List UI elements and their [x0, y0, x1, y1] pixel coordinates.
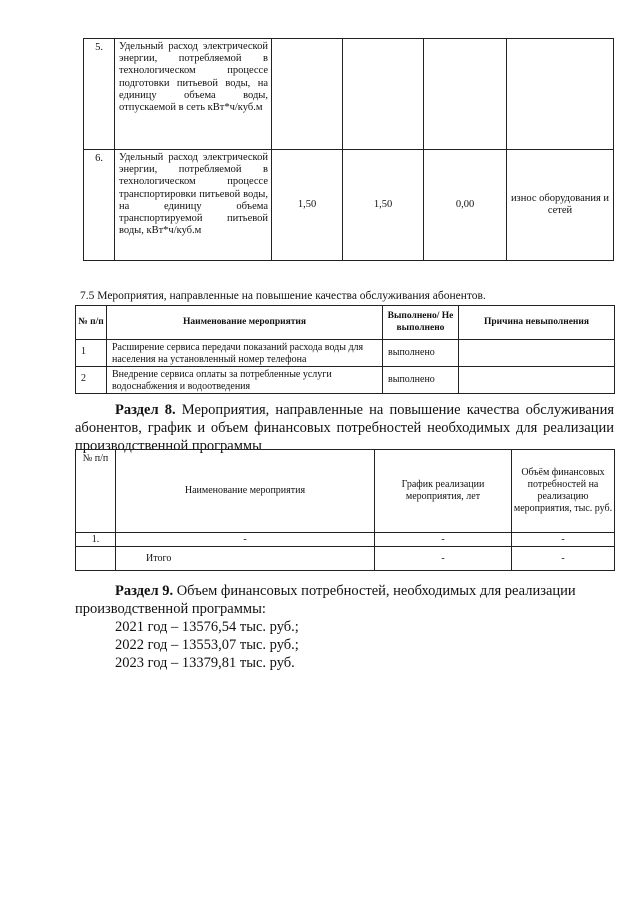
measure-reason [459, 340, 615, 367]
header-schedule: График реализации мероприятия, лет [375, 450, 512, 533]
measure-name: Внедрение сервиса оплаты за потребленные услуги водоснабжения и водоотведения [107, 367, 383, 394]
table-row [76, 340, 615, 367]
measure-status: выполнено [383, 367, 459, 394]
indicator-reason [507, 39, 614, 150]
indicator-value [343, 39, 424, 150]
total-empty-cell [76, 547, 116, 571]
indicator-deviation: 0,00 [424, 150, 507, 261]
service-measures-table [75, 305, 615, 394]
table-row [76, 367, 615, 394]
row-number: 5. [84, 39, 115, 150]
year-2021-amount: 2021 год – 13576,54 тыс. руб.; [115, 619, 299, 635]
header-num: № п/п [76, 450, 116, 533]
indicator-description: Удельный расход электрической энергии, потребляемой в технологическом процессе подготовки питьевой воды, на единицу объема воды, отпускаемой в сеть кВт*ч/куб.м [115, 39, 272, 150]
measure-name: - [116, 533, 375, 547]
section-8-paragraph [75, 401, 614, 455]
measure-name: Расширение сервиса передачи показаний расхода воды для населения на установленный номер телефона [107, 340, 383, 367]
measure-volume: - [512, 533, 615, 547]
row-number: 2 [76, 367, 107, 394]
measure-reason [459, 367, 615, 394]
year-2023-amount: 2023 год – 13379,81 тыс. руб. [115, 655, 295, 671]
row-number: 1. [76, 533, 116, 547]
indicator-reason: износ оборудования и сетей [507, 150, 614, 261]
section-8-title: Раздел 8. [115, 402, 176, 418]
indicators-table [83, 38, 614, 261]
row-number: 6. [84, 150, 115, 261]
indicator-description: Удельный расход электрической энергии, потребляемой в технологическом процессе транспортировки питьевой воды, на единицу объема транспортируемой питьевой воды, кВт*ч/куб.м [115, 150, 272, 261]
total-volume: - [512, 547, 615, 571]
table-row [84, 39, 614, 150]
header-status: Выполнено/ Не выполнено [383, 306, 459, 340]
table-row [84, 150, 614, 261]
financial-needs-table [75, 449, 615, 571]
indicator-actual-value: 1,50 [343, 150, 424, 261]
measure-status: выполнено [383, 340, 459, 367]
header-reason: Причина невыполнения [459, 306, 615, 340]
indicator-value [424, 39, 507, 150]
section-8-text: Мероприятия, направленные на повышение качества обслуживания абонентов, график и объем финансовых потребностей необходимых для реализации производственной программы [75, 402, 614, 454]
section-9-text: Объем финансовых потребностей, необходимых для реализации производственной программы: [75, 583, 576, 617]
section-9-title: Раздел 9. [115, 583, 174, 599]
section-9-paragraph [75, 582, 614, 618]
header-volume: Объём финансовых потребностей на реализацию мероприятия, тыс. руб. [512, 450, 615, 533]
table-header-row [76, 306, 615, 340]
indicator-plan-value: 1,50 [272, 150, 343, 261]
header-num: № п/п [76, 306, 107, 340]
row-number: 1 [76, 340, 107, 367]
indicator-value [272, 39, 343, 150]
measure-schedule: - [375, 533, 512, 547]
header-measure-name: Наименование мероприятия [116, 450, 375, 533]
table-header-row [76, 450, 615, 533]
table-total-row [76, 547, 615, 571]
header-measure-name: Наименование мероприятия [107, 306, 383, 340]
total-label: Итого [116, 547, 375, 571]
total-schedule: - [375, 547, 512, 571]
table-row [76, 533, 615, 547]
year-2022-amount: 2022 год – 13553,07 тыс. руб.; [115, 637, 299, 653]
section-7-5-heading: 7.5 Мероприятия, направленные на повышение качества обслуживания абонентов. [80, 290, 486, 302]
